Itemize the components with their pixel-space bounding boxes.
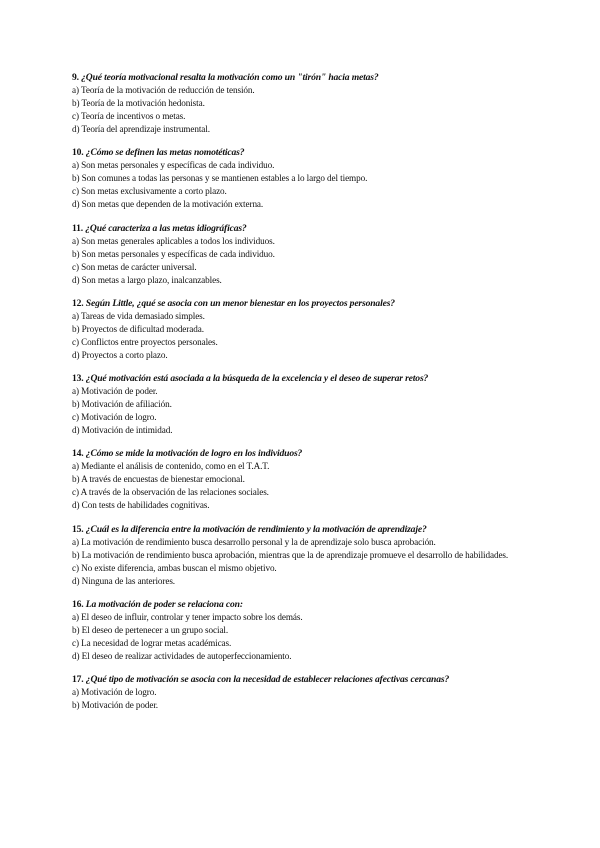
question-number: 11.	[72, 222, 84, 234]
answer-option	[72, 536, 542, 549]
question-text: ¿Cuál es la diferencia entre la motivación de rendimiento y la motivación de aprendizaje?	[85, 523, 427, 535]
answer-options	[72, 686, 542, 712]
option-text: Mediante el análisis de contenido, como en el T.A.T.	[81, 461, 270, 472]
option-letter: a)	[72, 461, 79, 472]
option-letter: b)	[72, 474, 80, 485]
option-text: Motivación de afiliación.	[81, 399, 172, 410]
option-text: Ninguna de las anteriores.	[81, 575, 175, 586]
question-title	[72, 598, 542, 611]
question-text: ¿Qué caracteriza a las metas idiográficas?	[85, 222, 247, 234]
answer-options	[72, 611, 542, 663]
option-text: Son metas a largo plazo, inalcanzables.	[81, 274, 222, 285]
option-letter: d)	[72, 500, 80, 511]
answer-option	[72, 650, 542, 663]
answer-option	[72, 611, 542, 624]
question-number: 12.	[72, 297, 84, 309]
answer-option	[72, 235, 542, 248]
option-letter: d)	[72, 349, 80, 360]
question-title	[72, 673, 542, 686]
option-text: A través de la observación de las relaciones sociales.	[80, 487, 269, 498]
answer-option	[72, 159, 542, 172]
answer-option	[72, 385, 542, 398]
option-text: No existe diferencia, ambas buscan el mismo objetivo.	[81, 562, 277, 573]
question-number: 13.	[72, 373, 84, 385]
option-letter: c)	[72, 261, 79, 272]
question-block	[72, 146, 542, 211]
option-letter: b)	[72, 399, 80, 410]
option-letter: d)	[72, 124, 80, 134]
option-letter: c)	[72, 186, 79, 197]
question-text: ¿Cómo se mide la motivación de logro en los individuos?	[85, 448, 303, 460]
option-text: Motivación de intimidad.	[81, 425, 173, 436]
answer-option	[72, 637, 542, 650]
option-text: Son metas exclusivamente a corto plazo.	[81, 186, 227, 197]
answer-option	[72, 261, 542, 274]
option-text: Son metas de carácter universal.	[81, 261, 197, 272]
question-block	[72, 372, 542, 437]
answer-option	[72, 248, 542, 261]
answer-option	[72, 398, 542, 411]
answer-option	[72, 97, 542, 110]
question-number: 15.	[72, 523, 84, 535]
question-title	[72, 297, 542, 310]
answer-option	[72, 198, 542, 211]
question-title	[72, 447, 542, 460]
option-letter: b)	[72, 625, 80, 636]
answer-option	[72, 562, 542, 575]
option-text: El deseo de realizar actividades de autoperfeccionamiento.	[81, 651, 292, 662]
option-text: La motivación de rendimiento busca aprobación, mientras que la de aprendizaje promueve el desarrollo de habilidades.	[81, 549, 509, 560]
answer-option	[72, 699, 542, 712]
answer-option	[72, 110, 542, 123]
question-number: 17.	[72, 674, 84, 686]
option-letter: d)	[72, 651, 80, 662]
option-text: La motivación de rendimiento busca desarrollo personal y la de aprendizaje solo busca aprobación.	[81, 536, 436, 547]
option-letter: c)	[72, 412, 79, 423]
answer-option	[72, 686, 542, 699]
question-number: 14.	[72, 448, 84, 460]
option-text: Motivación de logro.	[81, 412, 157, 423]
question-text: ¿Qué tipo de motivación se asocia con la necesidad de establecer relaciones afectivas cercanas?	[85, 674, 450, 686]
question-text: ¿Cómo se definen las metas nomotéticas?	[85, 147, 245, 159]
option-letter: a)	[72, 235, 79, 246]
option-letter: a)	[72, 687, 79, 698]
option-text: Son metas personales y específicas de cada individuo.	[81, 248, 275, 259]
option-text: Son metas que dependen de la motivación externa.	[81, 199, 264, 210]
answer-option	[72, 411, 542, 424]
question-block	[72, 222, 542, 287]
answer-option	[72, 549, 542, 562]
answer-option	[72, 274, 542, 287]
option-letter: a)	[72, 536, 79, 547]
option-text: Motivación de poder.	[81, 700, 159, 711]
answer-option	[72, 424, 542, 437]
answer-option	[72, 123, 542, 136]
answer-options	[72, 159, 542, 211]
option-text: Proyectos a corto plazo.	[81, 349, 168, 360]
answer-option	[72, 499, 542, 512]
question-text: ¿Qué motivación está asociada a la búsqueda de la excelencia y el deseo de superar retos?	[85, 373, 429, 385]
question-text: La motivación de poder se relaciona con:	[85, 599, 243, 611]
option-letter: c)	[72, 336, 79, 347]
answer-option	[72, 460, 542, 473]
question-list	[72, 71, 542, 712]
question-number: 9.	[72, 72, 79, 83]
option-letter: d)	[72, 575, 80, 586]
question-block	[72, 523, 542, 588]
answer-option	[72, 473, 542, 486]
option-text: Teoría de la motivación hedonista.	[81, 98, 205, 108]
question-text: Según Little, ¿qué se asocia con un menor bienestar en los proyectos personales?	[85, 297, 395, 309]
question-block	[72, 297, 542, 362]
option-text: Teoría de la motivación de reducción de tensión.	[80, 85, 255, 95]
answer-option	[72, 336, 542, 349]
answer-option	[72, 486, 542, 499]
option-text: Teoría de incentivos o metas.	[80, 111, 186, 121]
option-text: Son comunes a todas las personas y se mantienen estables a lo largo del tiempo.	[81, 173, 368, 184]
option-letter: d)	[72, 425, 80, 436]
option-text: Proyectos de dificultad moderada.	[81, 323, 204, 334]
answer-options	[72, 460, 542, 512]
answer-option	[72, 624, 542, 637]
option-text: Son metas personales y específicas de cada individuo.	[81, 160, 275, 171]
question-block	[72, 447, 542, 512]
answer-option	[72, 310, 542, 323]
answer-options	[72, 84, 542, 136]
question-title	[72, 146, 542, 159]
option-letter: c)	[72, 562, 79, 573]
option-letter: c)	[72, 638, 79, 649]
answer-options	[72, 310, 542, 362]
option-text: El deseo de pertenecer a un grupo social.	[81, 625, 229, 636]
answer-options	[72, 536, 542, 588]
option-letter: b)	[72, 248, 80, 259]
option-text: Tareas de vida demasiado simples.	[80, 310, 205, 321]
option-letter: a)	[72, 160, 79, 171]
question-number: 16.	[72, 599, 84, 611]
question-text: ¿Qué teoría motivacional resalta la motivación como un "tirón" hacia metas?	[81, 72, 379, 83]
option-letter: a)	[72, 85, 79, 95]
question-title	[72, 372, 542, 385]
answer-option	[72, 575, 542, 588]
option-text: Con tests de habilidades cognitivas.	[81, 500, 210, 511]
option-text: El deseo de influir, controlar y tener impacto sobre los demás.	[81, 612, 303, 623]
option-letter: b)	[72, 323, 80, 334]
option-letter: d)	[72, 199, 80, 210]
option-letter: b)	[72, 98, 80, 108]
option-letter: a)	[72, 612, 79, 623]
option-letter: c)	[72, 487, 79, 498]
option-letter: a)	[72, 310, 79, 321]
option-text: Teoría del aprendizaje instrumental.	[81, 124, 210, 134]
question-title	[72, 523, 542, 536]
option-letter: d)	[72, 274, 80, 285]
question-title	[72, 222, 542, 235]
option-text: Motivación de poder.	[81, 386, 158, 397]
answer-options	[72, 385, 542, 437]
question-block	[72, 673, 542, 712]
question-title	[72, 71, 542, 84]
answer-option	[72, 323, 542, 336]
question-block	[72, 598, 542, 663]
option-letter: c)	[72, 111, 79, 121]
answer-option	[72, 185, 542, 198]
option-letter: a)	[72, 386, 79, 397]
question-block	[72, 71, 542, 136]
option-text: Motivación de logro.	[81, 687, 157, 698]
answer-option	[72, 84, 542, 97]
option-text: A través de encuestas de bienestar emocional.	[81, 474, 245, 485]
option-letter: b)	[72, 173, 80, 184]
answer-option	[72, 349, 542, 362]
option-text: La necesidad de lograr metas académicas.	[81, 638, 232, 649]
answer-options	[72, 235, 542, 287]
option-text: Conflictos entre proyectos personales.	[81, 336, 218, 347]
option-text: Son metas generales aplicables a todos los individuos.	[81, 235, 275, 246]
option-letter: b)	[72, 549, 80, 560]
answer-option	[72, 172, 542, 185]
option-letter: b)	[72, 700, 80, 711]
question-number: 10.	[72, 147, 84, 159]
